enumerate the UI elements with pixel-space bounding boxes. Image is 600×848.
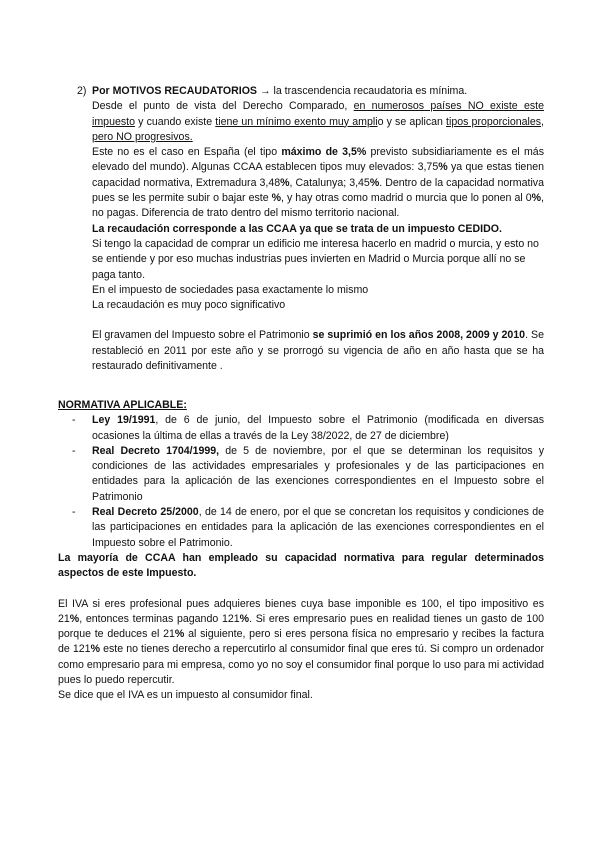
text: El gravamen del Impuesto sobre el Patrimonio — [92, 329, 313, 342]
text: , no pagas. Diferencia de trato dentro del mismo territorio nacional. — [92, 192, 544, 220]
spacer — [92, 313, 544, 328]
normativa-heading: NORMATIVA APLICABLE: — [58, 399, 187, 411]
text: previsto subsidiariamente es el más elevado del mundo). Algunas CCAA establecen tipos muy elevados: 3,75 — [92, 146, 545, 174]
bold-text: máximo de 3,5 — [281, 146, 357, 159]
bold-text: % — [271, 192, 282, 205]
text: , Catalunya; 3,45 — [289, 176, 370, 189]
text: . Si eres empresario pues en realidad tienes un gasto de 100 porque te deduces el 21 — [58, 612, 544, 641]
text: Este no es el caso en España (el tipo — [92, 146, 282, 159]
text: , de 6 de junio, del Impuesto sobre el Patrimonio (modificada en diversas ocasiones la última de ellas a través de la Ley 38/2022, de 27 de diciembre) — [92, 414, 544, 442]
section-intro — [92, 84, 544, 99]
normativa-conclusion — [58, 551, 544, 582]
text: de 5 de noviembre, por el que se determinan los requisitos y condiciones de las actividades empresariales y profesionales y de las participaciones en entidades para la aplicación de las exenciones correspondientes en el Impuesto sobre el Patrimonio — [92, 444, 544, 503]
bold-text: se suprimió en los años 2008, 2009 y 2010 — [312, 329, 526, 342]
list-dash: - — [72, 506, 76, 519]
list-dash: - — [72, 414, 76, 427]
section-number: 2) — [77, 85, 87, 97]
bold-text: % — [69, 612, 80, 625]
text: . Dentro de la capacidad normativa pues se les permite subir o bajar este — [92, 176, 544, 205]
text: al siguiente, pero si eres persona física no empresario y recibes la factura de 121 — [58, 628, 544, 656]
law-reference: Ley 19/1991 — [92, 414, 156, 427]
text: , de 14 de enero, por el que se concretan los requisitos y condiciones de las participaciones en entidades para la aplicación de las exenciones correspondientes en el Impuesto sobre el Patrimonio. — [92, 506, 544, 549]
list-item — [58, 413, 544, 444]
paragraph-iva — [58, 597, 544, 689]
bold-text: % — [356, 146, 367, 159]
bold-text: % — [438, 161, 448, 174]
list-item — [58, 444, 544, 505]
paragraph-sociedades: En el impuesto de sociedades pasa exactamente lo mismo — [92, 283, 369, 296]
underlined-text: tiene un mínimo exento muy ampli — [215, 115, 378, 128]
bold-text: % — [369, 176, 380, 189]
paragraph-iva-consumidor: Se dice que el IVA es un impuesto al consumidor final. — [58, 689, 313, 702]
paragraph-gravamen — [92, 328, 544, 374]
text: este no tienes derecho a repercutirlo al consumidor final que eres tú. Si compro un ordenador como empresario para mi empresa, como yo no soy el consumidor final porque lo uso para mi actividad pues lo puedo repercutir. — [58, 643, 544, 687]
bold-text: % — [280, 176, 290, 189]
text: . Se restableció en 2011 por este año y se prorrogó su vigencia de año en año hasta que se ha restaurado definitivamente . — [92, 329, 544, 373]
paragraph-derecho-comparado — [92, 99, 544, 145]
law-reference: Real Decreto 25/2000 — [92, 506, 199, 519]
underlined-text: tipos proporcionales, pero NO progresivos. — [92, 115, 544, 143]
text: ya que estas tienen capacidad normativa, Extremadura 3,48 — [92, 161, 545, 189]
bold-text: La recaudación corresponde a las CCAA ya que se trata de un impuesto CEDIDO. — [92, 222, 502, 235]
text: , entonces terminas pagando 121 — [79, 612, 240, 625]
paragraph-madrid-murcia: Si tengo la capacidad de comprar un edificio me interesa hacerlo en madrid o murcia, y esto no se entiende y por eso muchas industrias pues invierten en Madrid o Murcia porque allí no se paga tanto. — [92, 237, 539, 281]
normativa-list — [58, 413, 544, 551]
bold-text: % — [239, 612, 250, 625]
bold-text: % — [90, 643, 100, 656]
paragraph-recaudacion: La recaudación es muy poco significativo — [92, 299, 286, 312]
spacer — [58, 582, 544, 597]
section-motivos-recaudatorios — [92, 84, 544, 374]
text: , y hay otras como madrid o murcia que lo ponen al 0 — [281, 192, 532, 205]
paragraph-impuesto-cedido — [92, 222, 544, 237]
bold-text: % — [174, 628, 185, 641]
bold-text: % — [531, 192, 542, 205]
list-item — [58, 505, 544, 551]
paragraph-espana — [92, 145, 544, 221]
section-intro-rest: → la trascendencia recaudatoria es mínima. — [257, 85, 468, 97]
law-reference: Real Decreto 1704/1999, — [92, 444, 220, 457]
section-intro-bold: Por MOTIVOS RECAUDATORIOS — [92, 85, 257, 97]
text: o y se aplican — [377, 115, 447, 128]
bold-text: La mayoría de CCAA han empleado su capacidad normativa para regular determinados aspectos de este Impuesto. — [58, 551, 544, 580]
section-normativa — [58, 398, 544, 704]
text: El IVA si eres profesional pues adquieres bienes cuya base imponible es 100, el tipo impositivo es 21 — [58, 597, 544, 625]
underlined-text: en numerosos países NO existe este impuesto — [92, 100, 544, 128]
list-dash: - — [72, 444, 76, 457]
text: y cuando existe — [135, 115, 216, 128]
text: Desde el punto de vista del Derecho Comparado, — [92, 100, 354, 113]
